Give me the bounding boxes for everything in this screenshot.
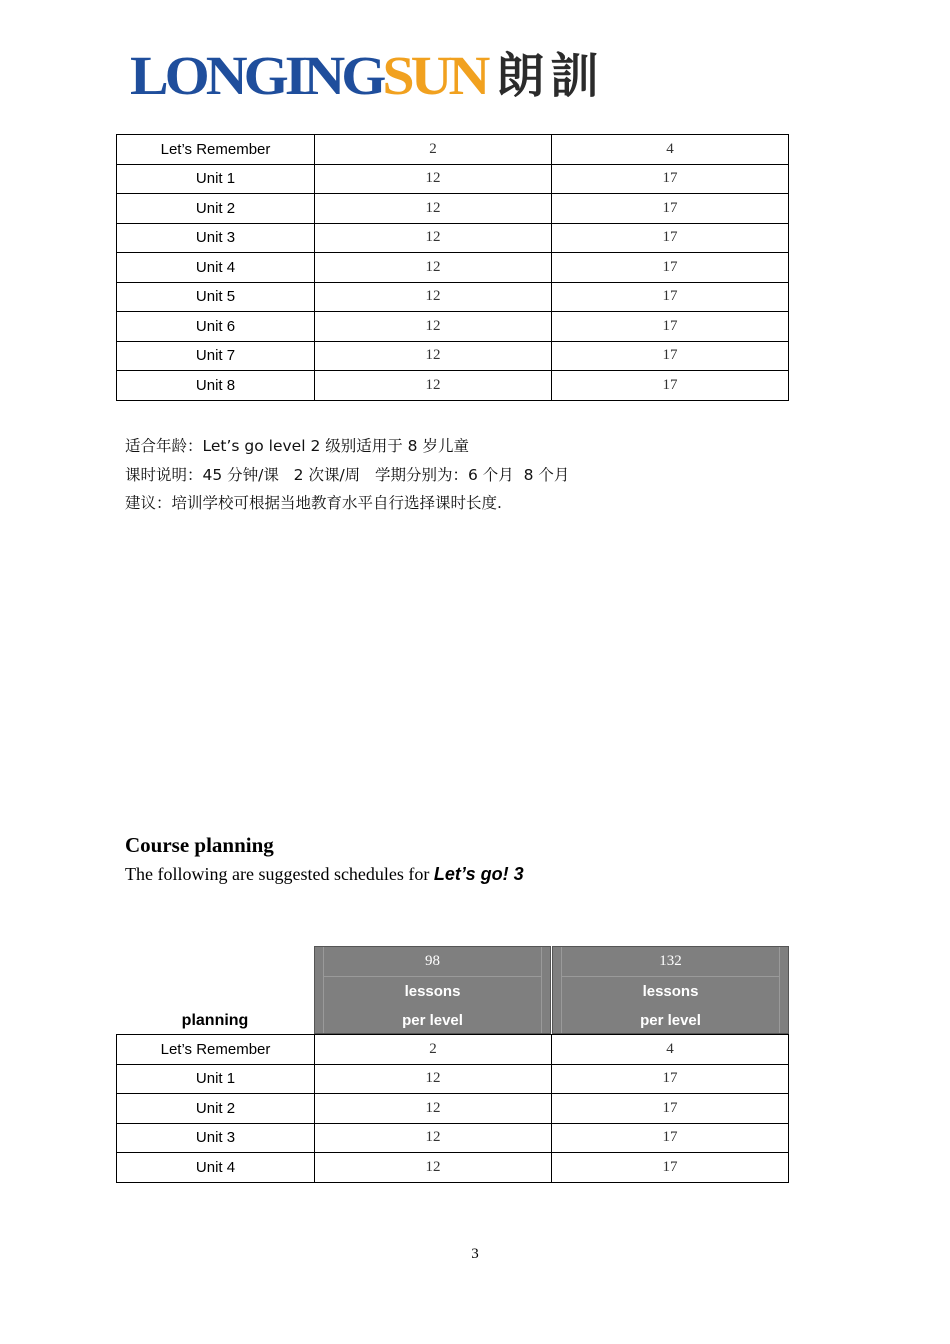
row-value-long: 17 (552, 1153, 789, 1183)
row-label: Unit 1 (117, 164, 315, 194)
row-value-long: 4 (552, 135, 789, 165)
company-logo (130, 46, 604, 106)
row-value-short: 12 (315, 1123, 552, 1153)
row-value-short: 12 (315, 312, 552, 342)
row-value-long: 17 (552, 164, 789, 194)
table-row (117, 1035, 789, 1065)
header-col2-line2: per level (640, 1012, 701, 1029)
row-value-long: 17 (552, 371, 789, 401)
row-value-long: 17 (552, 312, 789, 342)
row-label: Let’s Remember (117, 135, 315, 165)
row-value-short: 2 (315, 1035, 552, 1065)
row-label: Unit 3 (117, 1123, 315, 1153)
table-row (117, 1153, 789, 1183)
header-col-98 (314, 946, 551, 1034)
planning-header: planning (181, 1012, 249, 1029)
row-label: Unit 8 (117, 371, 315, 401)
header-col1-line2: per level (402, 1012, 463, 1029)
table-row (117, 223, 789, 253)
subtitle-book: Let’s go! 3 (433, 864, 524, 884)
table-row (117, 164, 789, 194)
row-value-long: 17 (552, 1064, 789, 1094)
logo-text-sun: SUN (382, 44, 487, 107)
logo-text-chinese: 朗訓 (496, 48, 605, 104)
row-value-short: 12 (315, 1064, 552, 1094)
row-label: Unit 6 (117, 312, 315, 342)
row-value-short: 12 (315, 341, 552, 371)
subtitle-prefix: The following are suggested schedules for (125, 864, 434, 884)
row-label: Unit 4 (117, 1153, 315, 1183)
note-lesson-time: 课时说明：45 分钟/课 2 次课/周 学期分别为：6 个月 8 个月 (125, 465, 570, 484)
row-value-short: 12 (315, 164, 552, 194)
row-value-short: 12 (315, 282, 552, 312)
row-label: Unit 7 (117, 341, 315, 371)
page-number: 3 (471, 1246, 479, 1262)
table-row (117, 312, 789, 342)
row-label: Unit 5 (117, 282, 315, 312)
row-label: Unit 4 (117, 253, 315, 283)
row-value-long: 17 (552, 253, 789, 283)
row-value-long: 17 (552, 1123, 789, 1153)
table-row (117, 1094, 789, 1124)
row-value-short: 12 (315, 1094, 552, 1124)
logo-text-longing: LONGING (130, 44, 383, 107)
row-label: Unit 2 (117, 1094, 315, 1124)
section-subtitle (125, 864, 524, 885)
row-value-short: 12 (315, 253, 552, 283)
header-col-132 (552, 946, 789, 1034)
row-label: Unit 3 (117, 223, 315, 253)
header-col2-line1: lessons (642, 983, 699, 1000)
section-title: Course planning (125, 833, 274, 857)
header-col2-number: 132 (562, 947, 779, 977)
row-value-short: 12 (315, 194, 552, 224)
row-label: Unit 2 (117, 194, 315, 224)
header-col1-line1: lessons (404, 983, 461, 1000)
row-value-short: 12 (315, 371, 552, 401)
schedule-table-level2 (116, 134, 789, 401)
table-row (117, 371, 789, 401)
table-row (117, 341, 789, 371)
row-value-short: 2 (315, 135, 552, 165)
schedule-table-level3 (116, 1034, 789, 1183)
table-row (117, 282, 789, 312)
row-value-long: 17 (552, 341, 789, 371)
row-value-long: 17 (552, 1094, 789, 1124)
row-value-short: 12 (315, 223, 552, 253)
row-value-long: 17 (552, 223, 789, 253)
row-label: Unit 1 (117, 1064, 315, 1094)
header-col1-number: 98 (324, 947, 541, 977)
note-age: 适合年龄：Let’s go level 2 级别适用于 8 岁儿童 (125, 437, 469, 455)
row-label: Let’s Remember (117, 1035, 315, 1065)
note-suggestion: 建议：培训学校可根据当地教育水平自行选择课时长度. (125, 494, 502, 513)
row-value-long: 4 (552, 1035, 789, 1065)
table-row (117, 1064, 789, 1094)
schedule-table-level3-header (116, 946, 789, 1034)
row-value-long: 17 (552, 282, 789, 312)
table-row (117, 135, 789, 165)
course-notes (125, 432, 569, 518)
row-value-long: 17 (552, 194, 789, 224)
row-value-short: 12 (315, 1153, 552, 1183)
table-row (117, 1123, 789, 1153)
table-row (117, 194, 789, 224)
table-row (117, 253, 789, 283)
